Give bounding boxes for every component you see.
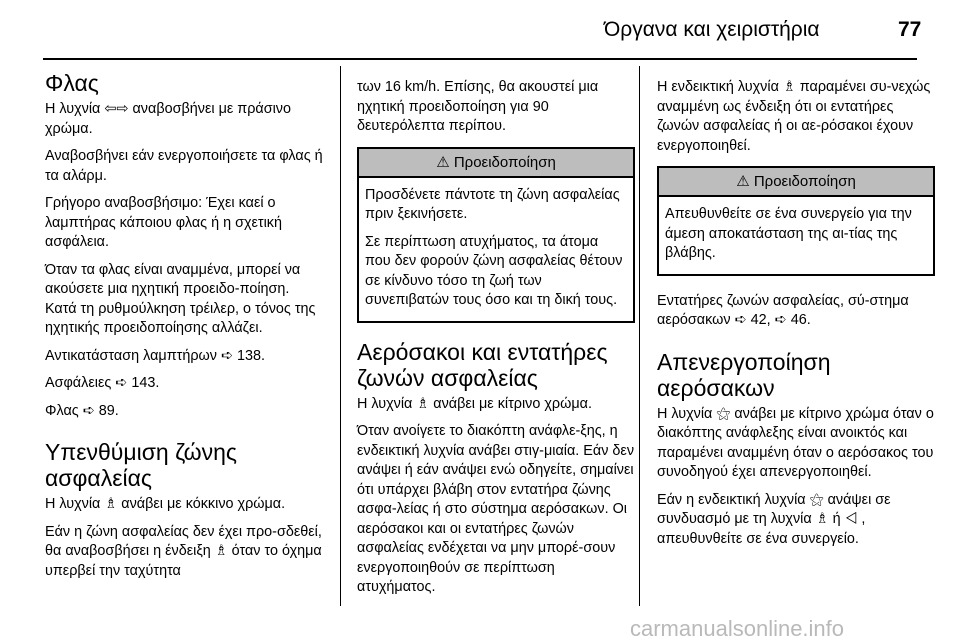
paragraph: Όταν ανοίγετε το διακόπτη ανάφλε-ξης, η ενδεικτική λυχνία ανάβει στιγ-μιαία. Εάν δεν ανάψει ή εάν ανάψει ενώ οδηγείτε, σημαίνει ότι υπάρχει βλάβη στον εντατήρα ζώνης ασφα-λείας ή στο σύστημα αερόσακων. Οι αερόσακοι και οι εντατήρες ζωνών ασφαλείας ενδέχεται να μην μπορέ-σουν ενεργοποιηθούν σε περίπτωση ατυχήματος. — [357, 423, 635, 595]
warning-body — [359, 178, 633, 321]
warning-header — [359, 149, 633, 178]
cross-reference: Φλας ➪ 89. — [45, 402, 119, 419]
cross-reference: Ασφάλειες ➪ 143. — [45, 375, 160, 391]
section-heading-seatbelt-reminder: Υπενθύμιση ζώνης ασφαλείας — [45, 439, 238, 491]
cross-reference: Αντικατάσταση λαμπτήρων ➪ 138. — [45, 347, 266, 364]
warning-body — [659, 197, 933, 274]
column-1 — [45, 70, 323, 589]
paragraph: Η λυχνία ♗ ανάβει με κίτρινο χρώμα. — [357, 395, 592, 412]
warning-text: Προσδένετε πάντοτε τη ζώνη ασφαλείας πριν ξεκινήσετε. — [365, 186, 620, 222]
paragraph: Η ενδεικτική λυχνία ♗ παραμένει συ-νεχώς αναμμένη ως ένδειξη ότι οι εντατήρες ζωνών ασφαλείας ή οι αε-ρόσακοι έχουν ενεργοποιηθεί. — [657, 79, 931, 154]
warning-icon: ⚠ — [736, 173, 750, 190]
section-heading-airbags: Αερόσακοι και εντατήρες ζωνών ασφαλείας — [357, 338, 608, 391]
paragraph: των 16 km/h. Επίσης, θα ακουστεί μια ηχητική προειδοποίηση για 90 δευτερόλεπτα περίπου. — [357, 79, 599, 134]
paragraph: Αναβοσβήνει εάν ενεργοποιήσετε τα φλας ή τα αλάρμ. — [45, 148, 323, 184]
watermark: carmanualsonline.info — [630, 616, 845, 641]
column-divider — [639, 66, 640, 606]
warning-header — [659, 168, 933, 197]
page-number: 77 — [898, 18, 922, 41]
column-2 — [357, 78, 635, 606]
paragraph: Γρήγορο αναβοσβήσιμο: Έχει καεί ο λαμπτήρας κάποιου φλας ή η σχετική ασφάλεια. — [45, 195, 283, 250]
column-3 — [657, 78, 935, 557]
warning-text: Σε περίπτωση ατυχήματος, τα άτομα που δεν φορούν ζώνη ασφαλείας θέτουν σε κίνδυνο τόσο τη ζωή των συνεπιβατών τους όσο και τη δική τους. — [365, 233, 623, 308]
page-header-title: Όργανα και χειριστήρια — [604, 18, 820, 41]
section-heading-airbag-deactivation: Απενεργοποίηση αερόσακων — [657, 348, 831, 401]
section-heading-turn-signals: Φλας — [45, 70, 99, 96]
column-divider — [340, 66, 341, 606]
warning-title: Προειδοποίηση — [453, 153, 556, 171]
paragraph: Η λυχνία ♗ ανάβει με κόκκινο χρώμα. — [45, 496, 286, 512]
warning-icon: ⚠ — [436, 153, 450, 171]
paragraph: Η λυχνία ⇦⇨ αναβοσβήνει με πράσινο χρώμα. — [45, 101, 291, 137]
warning-title: Προειδοποίηση — [753, 173, 856, 190]
paragraph: Η λυχνία ⚝ ανάβει με κίτρινο χρώμα όταν ο διακόπτης ανάφλεξης είναι ανοικτός και παραμένει αναμμένη όταν ο αερόσακος του συνοδηγού έχει απενεργοποιηθεί. — [657, 405, 934, 480]
paragraph: Εάν η ζώνη ασφαλείας δεν έχει προ-σδεθεί, θα αναβοσβήσει η ένδειξη ♗ όταν το όχημα υπερβεί την ταχύτητα — [45, 523, 322, 579]
warning-box — [657, 166, 935, 276]
warning-text: Απευθυνθείτε σε ένα συνεργείο για την άμεση αποκατάσταση της αι-τίας της βλάβης. — [665, 206, 912, 261]
cross-reference: Εντατήρες ζωνών ασφαλείας, σύ-στημα αερόσακων ➪ 42, ➪ 46. — [657, 292, 909, 328]
paragraph: Εάν η ενδεικτική λυχνία ⚝ ανάψει σε συνδυασμό με τη λυχνία ♗ ή ◁ , απευθυνθείτε σε ένα συνεργείο. — [657, 491, 891, 547]
warning-box — [357, 147, 635, 323]
paragraph: Όταν τα φλας είναι αναμμένα, μπορεί να ακούσετε μια ηχητική προειδο-ποίηση. Κατά τη ρυθμούλκηση τρέιλερ, ο τόνος της ηχητικής προειδοποίησης αλλάζει. — [45, 261, 316, 336]
header-rule — [43, 58, 917, 60]
